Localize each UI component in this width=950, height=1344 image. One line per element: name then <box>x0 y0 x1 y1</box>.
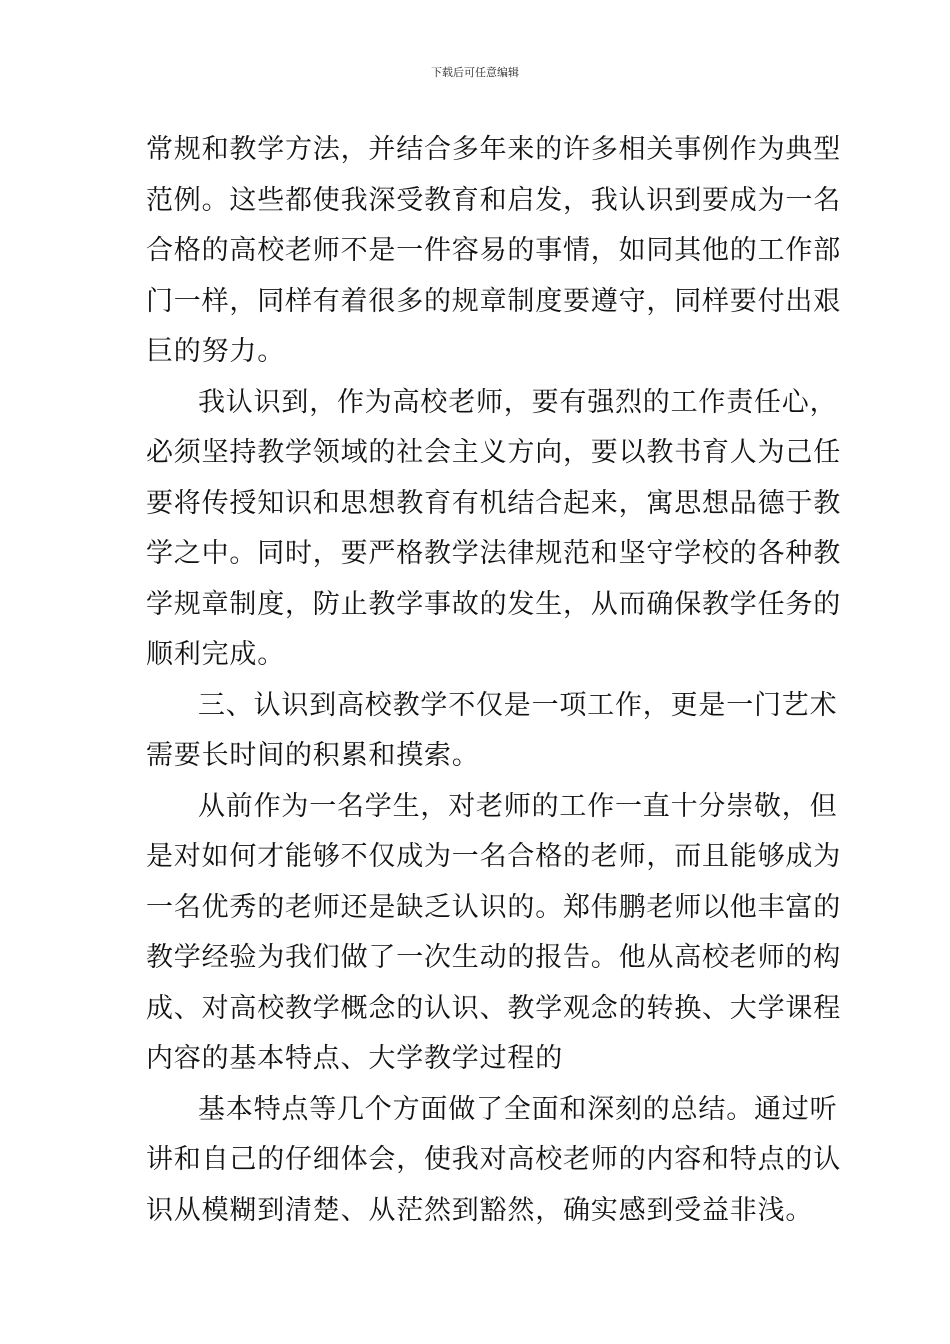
text-line: 学之中。同时，要严格教学法律规范和坚守学校的各种教 <box>146 538 841 569</box>
text-line: 讲和自己的仔细体会，使我对高校老师的内容和特点的认 <box>146 1144 841 1175</box>
text-line: 基本特点等几个方面做了全面和深刻的总结。通过听 <box>198 1093 838 1125</box>
document-body <box>146 125 841 1236</box>
text-line: 我认识到，作为高校老师，要有强烈的工作责任心， <box>198 386 838 418</box>
text-line: 必须坚持教学领域的社会主义方向，要以教书育人为己任 <box>146 437 841 468</box>
text-line: 内容的基本特点、大学教学过程的 <box>146 1043 563 1074</box>
text-line: 门一样，同样有着很多的规章制度要遵守，同样要付出艰 <box>146 285 841 317</box>
paragraph <box>146 378 841 681</box>
text-line: 成、对高校教学概念的认识、教学观念的转换、大学课程 <box>146 992 841 1024</box>
text-line: 一名优秀的老师还是缺乏认识的。郑伟鹏老师以他丰富的 <box>146 891 841 923</box>
text-line: 要将传授知识和思想教育有机结合起来，寓思想品德于教 <box>146 487 841 519</box>
text-line: 常规和教学方法，并结合多年来的许多相关事例作为典型 <box>146 134 841 165</box>
paragraph <box>146 681 838 782</box>
page-header-note: 下载后可任意编辑 <box>431 66 519 79</box>
text-line: 顺利完成。 <box>146 639 285 670</box>
text-line: 合格的高校老师不是一件容易的事情，如同其他的工作部 <box>146 235 841 266</box>
text-line: 从前作为一名学生，对老师的工作一直十分崇敬，但 <box>198 790 838 822</box>
text-line: 教学经验为我们做了一次生动的报告。他从高校老师的构 <box>146 942 841 973</box>
text-line: 范例。这些都使我深受教育和启发，我认识到要成为一名 <box>146 184 841 216</box>
text-line: 巨的努力。 <box>146 336 285 367</box>
paragraph <box>146 1085 841 1237</box>
paragraph <box>146 125 841 378</box>
text-line: 需要长时间的积累和摸索。 <box>146 740 480 771</box>
text-line: 识从模糊到清楚、从茫然到豁然，确实感到受益非浅。 <box>146 1194 814 1226</box>
paragraph <box>146 782 841 1085</box>
text-line: 学规章制度，防止教学事故的发生，从而确保教学任务的 <box>146 588 841 620</box>
text-line: 三、认识到高校教学不仅是一项工作，更是一门艺术 <box>198 689 838 721</box>
text-line: 是对如何才能够不仅成为一名合格的老师，而且能够成为 <box>146 841 841 872</box>
